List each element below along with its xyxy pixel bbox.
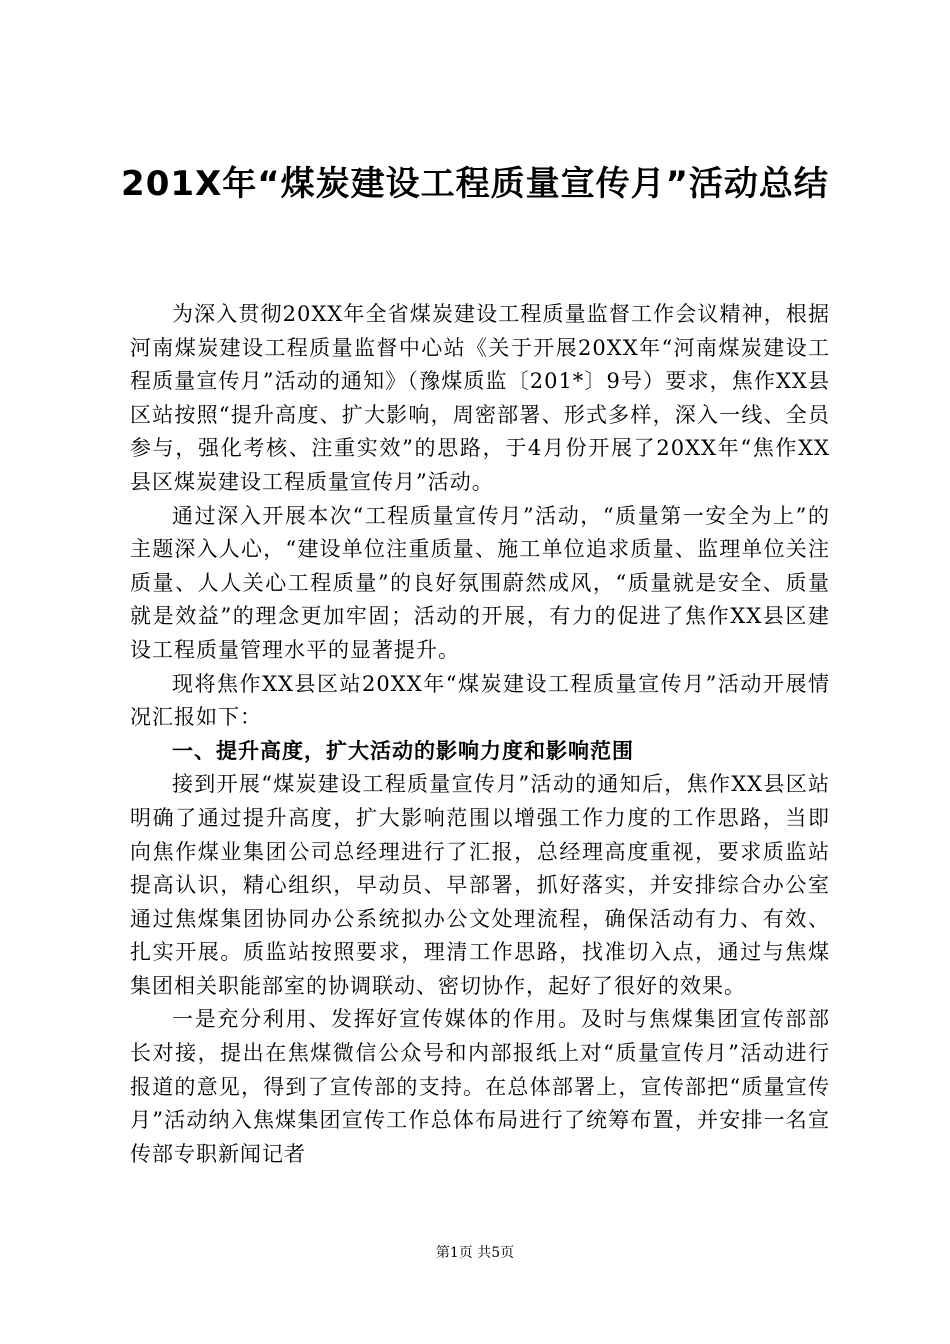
paragraph-section1-media: 一是充分利用、发挥好宣传媒体的作用。及时与焦煤集团宣传部部长对接，提出在焦煤微信公众号和内部报纸上对“质量宣传月”活动进行报道的意见，得到了宣传部的支持。在总体部署上，宣传部把“质量宣传月”活动纳入焦煤集团宣传工作总体布局进行了统筹布置，并安排一名宣传部专职新闻记者	[130, 1007, 830, 1166]
paragraph-section1: 接到开展“煤炭建设工程质量宣传月”活动的通知后，焦作XX县区站明确了通过提升高度，扩大影响范围以增强工作力度的工作思路，当即向焦作煤业集团公司总经理进行了汇报，总经理高度重视，要求质监站提高认识，精心组织，早动员、早部署，抓好落实，并安排综合办公室通过焦煤集团协同办公系统拟办公文处理流程，确保活动有力、有效、扎实开展。质监站按照要求，理清工作思路，找准切入点，通过与焦煤集团相关职能部室的协调联动、密切协作，起好了很好的效果。	[130, 772, 830, 998]
paragraph-results: 通过深入开展本次“工程质量宣传月”活动，“质量第一安全为上”的主题深入人心，“建设单位注重质量、施工单位追求质量、监理单位关注质量、人人关心工程质量”的良好氛围蔚然成风，“质量就是安全、质量就是效益”的理念更加牢固；活动的开展，有力的促进了焦作XX县区建设工程质量管理水平的显著提升。	[130, 503, 830, 662]
paragraph-report-intro: 现将焦作XX县区站20XX年“煤炭建设工程质量宣传月”活动开展情况汇报如下：	[130, 671, 830, 730]
document-title: 201X年“煤炭建设工程质量宣传月”活动总结	[121, 164, 829, 204]
section-heading: 一、提升高度，扩大活动的影响力度和影响范围	[172, 738, 634, 763]
page-footer: 第1页 共5页	[435, 1245, 515, 1261]
paragraph-intro: 为深入贯彻20XX年全省煤炭建设工程质量监督工作会议精神，根据河南煤炭建设工程质量监督中心站《关于开展20XX年“河南煤炭建设工程质量宣传月”活动的通知》（豫煤质监〔201*〕9号）要求，焦作XX县区站按照“提升高度、扩大影响，周密部署、形式多样，深入一线、全员参与，强化考核、注重实效”的思路，于4月份开展了20XX年“焦作XX县区煤炭建设工程质量宣传月”活动。	[130, 302, 830, 494]
document-body	[130, 298, 830, 1171]
